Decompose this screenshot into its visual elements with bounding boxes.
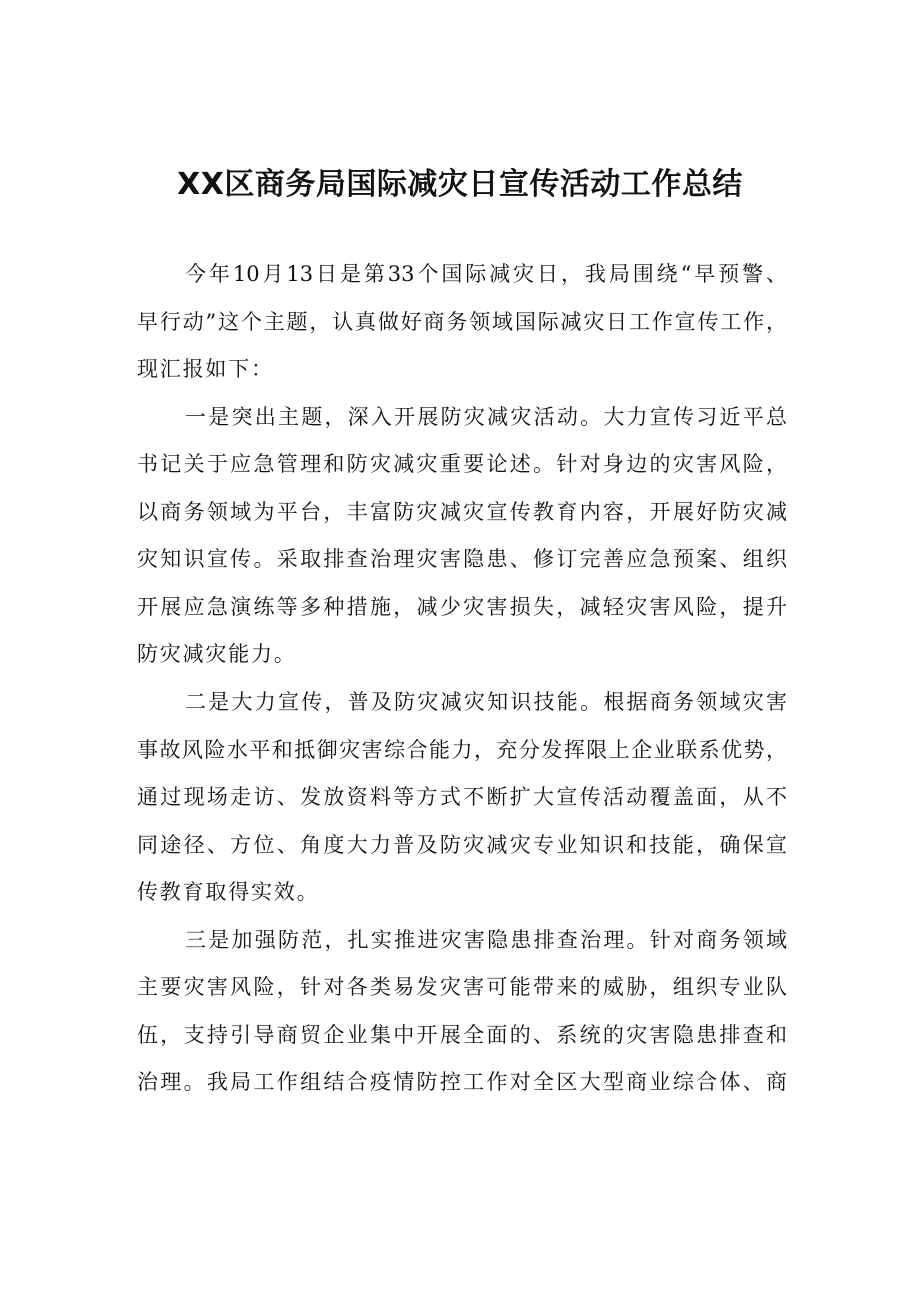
paragraph-2-line-4: 灾知识宣传。采取排查治理灾害隐患、修订完善应急预案、组织 (137, 547, 787, 571)
document-title: XX区商务局国际减灾日宣传活动工作总结 (177, 167, 743, 202)
paragraph-3-line-1: 二是大力宣传，普及防灾减灾知识技能。根据商务领域灾害 (185, 690, 787, 714)
paragraph-2-line-6: 防灾减灾能力。 (137, 642, 297, 666)
paragraph-4-line-4: 治理。我局工作组结合疫情防控工作对全区大型商业综合体、商 (137, 1070, 787, 1094)
paragraph-1-line-1: 今年10月13日是第33个国际减灾日，我局围绕“早预警、 (185, 262, 787, 286)
paragraph-4-line-1: 三是加强防范，扎实推进灾害隐患排查治理。针对商务领域 (185, 928, 787, 952)
paragraph-3-line-5: 传教育取得实效。 (137, 880, 320, 904)
paragraph-3-line-4: 同途径、方位、角度大力普及防灾减灾专业知识和技能，确保宣 (137, 833, 787, 857)
paragraph-3-line-2: 事故风险水平和抵御灾害综合能力，充分发挥限上企业联系优势， (137, 738, 787, 762)
paragraph-2-line-1: 一是突出主题，深入开展防灾减灾活动。大力宣传习近平总 (185, 405, 787, 429)
paragraph-2-line-3: 以商务领域为平台，丰富防灾减灾宣传教育内容，开展好防灾减 (137, 500, 787, 524)
paragraph-2-line-5: 开展应急演练等多种措施，减少灾害损失，减轻灾害风险，提升 (137, 595, 787, 619)
paragraph-1-line-2: 早行动”这个主题，认真做好商务领域国际减灾日工作宣传工作， (137, 310, 787, 334)
paragraph-4-line-2: 主要灾害风险，针对各类易发灾害可能带来的威胁，组织专业队 (137, 975, 787, 999)
paragraph-3-line-3: 通过现场走访、发放资料等方式不断扩大宣传活动覆盖面，从不 (137, 785, 787, 809)
paragraph-2-line-2: 书记关于应急管理和防灾减灾重要论述。针对身边的灾害风险， (137, 452, 787, 476)
paragraph-1-line-3: 现汇报如下： (137, 357, 274, 381)
paragraph-4-line-3: 伍，支持引导商贸企业集中开展全面的、系统的灾害隐患排查和 (137, 1023, 787, 1047)
